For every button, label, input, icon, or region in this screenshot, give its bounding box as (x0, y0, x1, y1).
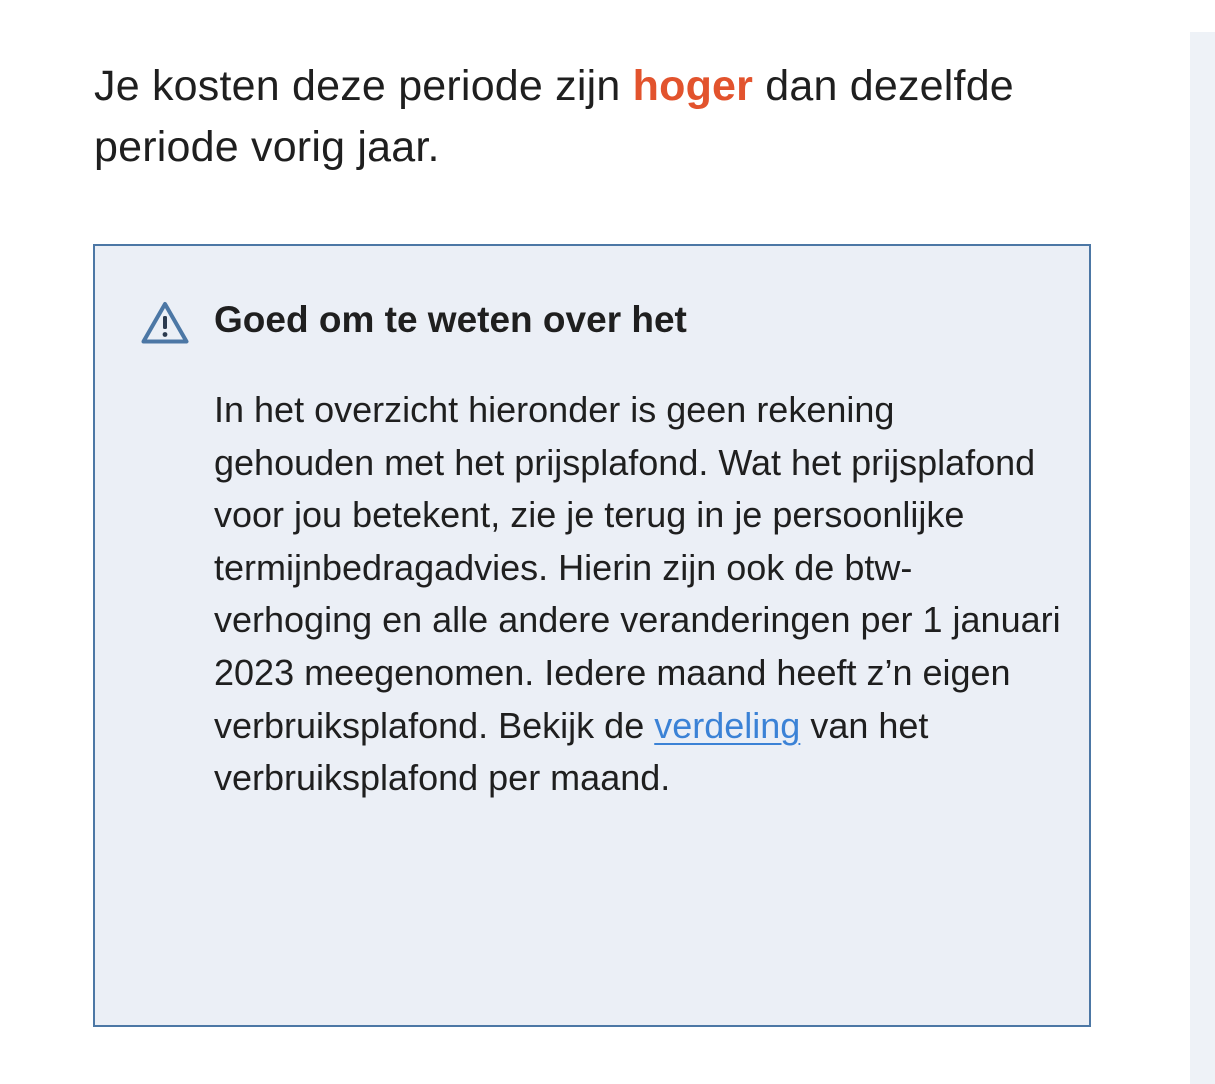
cost-comparison-headline (94, 56, 1094, 178)
right-side-panel (1190, 32, 1215, 1084)
info-notice-box (93, 244, 1091, 1027)
notice-body-text (214, 384, 1064, 805)
headline-text-before: Je kosten deze periode zijn (94, 62, 633, 110)
notice-body-part1: In het overzicht hieronder is geen rekening gehouden met het prijsplafond. Wat het prijsplafond voor jou betekent, zie je terug in je persoonlijke termijnbedragadvies. Hierin zijn ook de btw-verhoging en alle andere veranderingen per 1 januari 2023 meegenomen. Iedere maand heeft z’n eigen verbruiksplafond. Bekijk de (214, 389, 1061, 746)
verdeling-link[interactable]: verdeling (654, 704, 801, 746)
headline-text-after: dan dezelfde periode vorig jaar. (94, 62, 1014, 171)
notice-body-part2: van het verbruiksplafond per maand. (214, 704, 929, 799)
notice-title: Goed om te weten over het (214, 299, 687, 340)
headline-emphasis: hoger (632, 62, 754, 110)
warning-triangle-icon (141, 301, 189, 345)
